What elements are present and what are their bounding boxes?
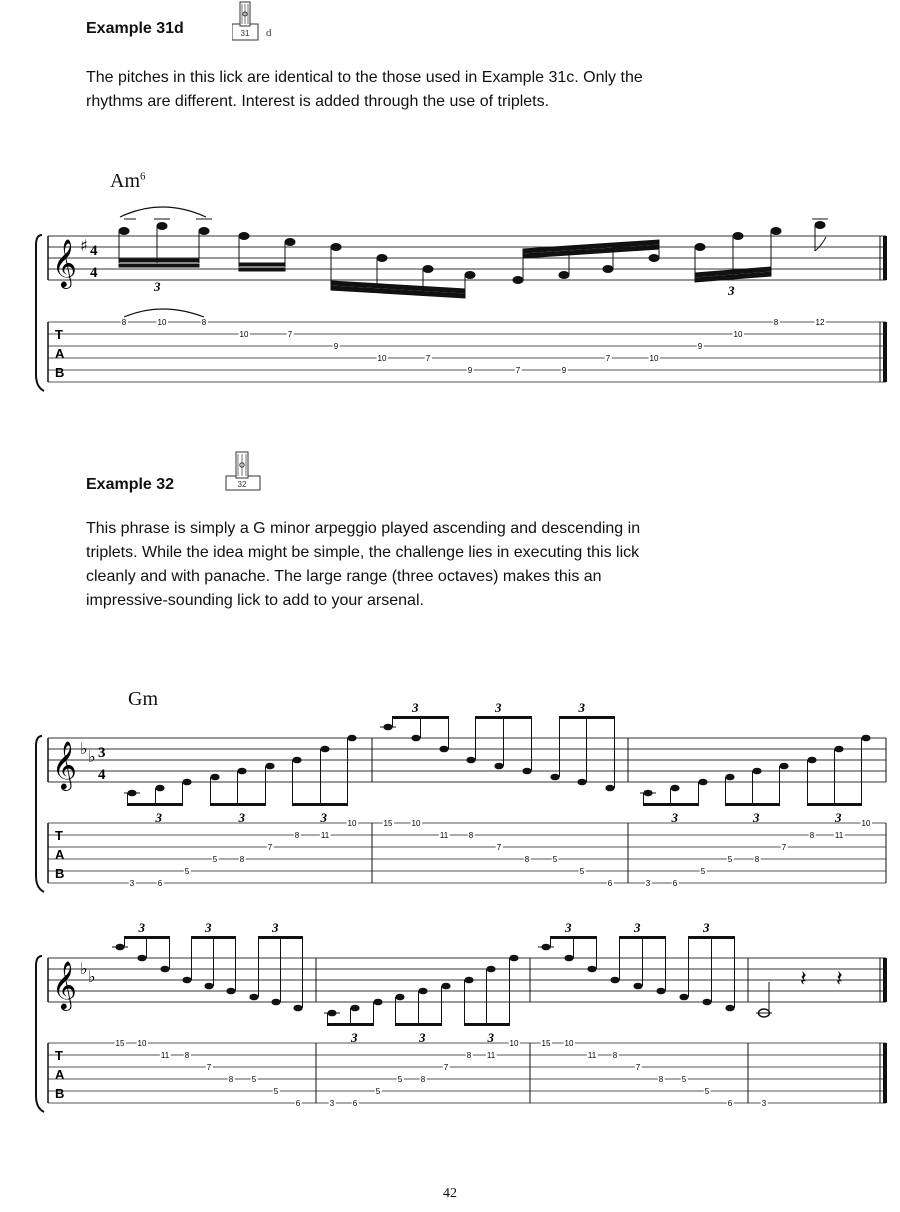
tab-fret-numbers — [115, 1039, 768, 1108]
tab-fret-number: 5 — [704, 1087, 710, 1096]
tab-fret-number: 6 — [727, 1099, 733, 1108]
tab-fret-number: 7 — [443, 1063, 449, 1072]
tab-fret-number: 6 — [607, 879, 613, 888]
tab-fret-number: 8 — [466, 1051, 472, 1060]
triplet-mark: 3 — [272, 920, 279, 935]
key-signature-sharp: ♯ — [80, 236, 88, 255]
tab-fret-number: 8 — [121, 318, 127, 327]
tab-fret-number: 5 — [212, 855, 218, 864]
note-head — [494, 763, 503, 770]
note-head — [559, 272, 569, 279]
beam — [644, 803, 699, 806]
note-head — [725, 774, 734, 781]
tab-fret-number: 11 — [834, 831, 844, 840]
note-head — [522, 768, 531, 775]
time-signature-bottom: 4 — [98, 767, 106, 783]
note-head — [373, 999, 382, 1006]
key-signature-flat: ♭ — [80, 959, 88, 978]
tab-fret-number: 6 — [295, 1099, 301, 1108]
tab-fret-number: 5 — [184, 867, 190, 876]
tab-fret-number: 10 — [137, 1039, 147, 1048]
note-head — [733, 233, 743, 240]
example-32-system-1 — [0, 700, 900, 910]
triplet-mark: 3 — [495, 700, 502, 715]
note-head — [587, 966, 596, 973]
tab-fret-number: 10 — [861, 819, 871, 828]
tab-fret-number: 8 — [468, 831, 474, 840]
tab-fret-number: 9 — [697, 342, 703, 351]
tab-fret-number: 3 — [761, 1099, 767, 1108]
tab-fret-number: 10 — [157, 318, 167, 327]
note-head — [605, 785, 614, 792]
tab-fret-number: 7 — [515, 366, 521, 375]
note-head — [155, 785, 164, 792]
tab-fret-number: 9 — [561, 366, 567, 375]
tab-fret-number: 10 — [347, 819, 357, 828]
note-head — [204, 983, 213, 990]
note-head — [656, 988, 665, 995]
note-head — [564, 955, 573, 962]
system-bracket — [36, 956, 44, 1112]
key-signature-flat: ♭ — [88, 967, 96, 986]
tab-fret-number: 9 — [333, 342, 339, 351]
example-32-system-2 — [0, 920, 900, 1130]
example-32-description — [86, 517, 786, 613]
tab-fret-number: 8 — [201, 318, 207, 327]
triplet-mark: 3 — [578, 700, 585, 715]
description-line: triplets. While the idea might be simple, the challenge lies in executing this lick — [86, 544, 640, 561]
key-signature-flat: ♭ — [80, 739, 88, 758]
note-head — [441, 983, 450, 990]
tab-fret-number: 5 — [273, 1087, 279, 1096]
note-head — [752, 768, 761, 775]
tab-fret-number: 10 — [509, 1039, 519, 1048]
note-head — [698, 779, 707, 786]
beam — [128, 803, 183, 806]
page-number: 42 — [443, 1186, 457, 1201]
tab-fret-number: 5 — [700, 867, 706, 876]
chord-extension: 6 — [140, 170, 146, 183]
note-head — [157, 223, 167, 230]
tab-fret-number: 7 — [635, 1063, 641, 1072]
description-line: rhythms are different. Interest is added through the use of triplets. — [86, 93, 550, 110]
tab-fret-number: 10 — [377, 354, 387, 363]
tab-fret-number: 7 — [605, 354, 611, 363]
note-head — [350, 1005, 359, 1012]
note-head — [226, 988, 235, 995]
tab-fret-number: 5 — [251, 1075, 257, 1084]
note-head — [610, 977, 619, 984]
tab-fret-number: 8 — [524, 855, 530, 864]
note-head — [249, 994, 258, 1001]
beam — [119, 259, 199, 262]
note-head — [137, 955, 146, 962]
triplet-mark: 3 — [320, 810, 327, 825]
note-head — [815, 222, 825, 229]
treble-clef: 𝄞 — [52, 238, 77, 287]
tab-fret-number: 8 — [612, 1051, 618, 1060]
audio-track-number: 31 — [240, 29, 250, 38]
slur — [120, 207, 206, 217]
tab-fret-numbers — [129, 819, 872, 888]
time-signature-bottom: 4 — [90, 265, 98, 281]
triplet-mark: 3 — [835, 810, 842, 825]
tab-fret-number: 7 — [267, 843, 273, 852]
tab-fret-number: 3 — [129, 879, 135, 888]
example-31d-description — [86, 66, 786, 114]
beam — [476, 716, 532, 719]
tab-fret-number: 12 — [815, 318, 825, 327]
note-head — [411, 735, 420, 742]
tab-fret-number: 8 — [294, 831, 300, 840]
tab-clef-letter: T — [55, 1048, 63, 1063]
chord-symbol-am6 — [110, 170, 146, 193]
tab-fret-number: 7 — [287, 330, 293, 339]
triplet-mark: 3 — [205, 920, 212, 935]
beam — [560, 716, 615, 719]
tab-fret-number: 15 — [383, 819, 393, 828]
tab-fret-number: 10 — [239, 330, 249, 339]
description-line: impressive-sounding lick to add to your arsenal. — [86, 592, 424, 609]
tab-fret-number: 3 — [329, 1099, 335, 1108]
tab-fret-number: 11 — [439, 831, 449, 840]
tab-fret-number: 7 — [206, 1063, 212, 1072]
triplet-mark: 3 — [138, 920, 145, 935]
triplet-mark: 3 — [238, 810, 245, 825]
audio-track-suffix: d — [266, 27, 272, 39]
system-bracket — [36, 736, 44, 892]
time-signature-top: 4 — [90, 243, 98, 259]
triplet-mark: 3 — [703, 920, 710, 935]
tab-clef-letter: T — [55, 828, 63, 843]
beam — [192, 936, 236, 939]
beam — [551, 936, 597, 939]
tab-fret-number: 9 — [467, 366, 473, 375]
note-head — [320, 746, 329, 753]
chord-symbol-gm: Gm — [128, 688, 158, 710]
note-head — [577, 779, 586, 786]
note-head — [466, 757, 475, 764]
note-head — [395, 994, 404, 1001]
note-head — [160, 966, 169, 973]
note-head — [861, 735, 870, 742]
tab-fret-number: 10 — [733, 330, 743, 339]
note-head — [210, 774, 219, 781]
quarter-rest: 𝄽 — [836, 967, 843, 992]
tab-fret-number: 5 — [579, 867, 585, 876]
note-head — [292, 757, 301, 764]
tab-clef-letter: A — [55, 847, 65, 862]
tab-fret-number: 5 — [375, 1087, 381, 1096]
treble-clef: 𝄞 — [52, 960, 77, 1009]
note-head — [807, 757, 816, 764]
beam — [808, 803, 862, 806]
tab-fret-number: 6 — [157, 879, 163, 888]
audio-track-number: 32 — [237, 480, 247, 489]
description-line: This phrase is simply a G minor arpeggio played ascending and descending in — [86, 520, 641, 537]
note-head — [649, 255, 659, 262]
key-signature-flat: ♭ — [88, 747, 96, 766]
tab-fret-number: 10 — [564, 1039, 574, 1048]
triplet-mark: 3 — [634, 920, 641, 935]
note-head — [509, 955, 518, 962]
tab-fret-number: 7 — [781, 843, 787, 852]
note-head — [603, 266, 613, 273]
example-31d-score — [0, 205, 900, 405]
description-line: cleanly and with panache. The large range (three octaves) makes this an — [86, 568, 602, 585]
treble-clef: 𝄞 — [52, 740, 77, 789]
note-head — [377, 255, 387, 262]
beam — [239, 268, 285, 271]
triplet-mark: 3 — [487, 1030, 494, 1045]
tab-fret-number: 8 — [658, 1075, 664, 1084]
note-flag — [815, 237, 826, 251]
note-head — [771, 228, 781, 235]
note-head — [633, 983, 642, 990]
tab-fret-number: 10 — [649, 354, 659, 363]
beam — [689, 936, 735, 939]
beam — [726, 803, 780, 806]
note-head — [679, 994, 688, 1001]
note-groups — [112, 920, 735, 1045]
triplet-mark: 3 — [154, 279, 161, 294]
triplet-mark: 3 — [419, 1030, 426, 1045]
triplet-mark: 3 — [565, 920, 572, 935]
triplet-mark: 3 — [753, 810, 760, 825]
tab-fret-number: 5 — [681, 1075, 687, 1084]
note-head — [486, 966, 495, 973]
beam — [393, 716, 449, 719]
example-32-title: Example 32 — [86, 476, 175, 493]
beam — [465, 1023, 510, 1026]
note-head — [779, 763, 788, 770]
triplet-mark: 3 — [351, 1030, 358, 1045]
note-head — [550, 774, 559, 781]
note-head — [239, 233, 249, 240]
note-head — [347, 735, 356, 742]
note-head — [695, 244, 705, 251]
tab-fret-number: 11 — [587, 1051, 597, 1060]
tab-fret-number: 11 — [160, 1051, 170, 1060]
chord-name: Am — [110, 170, 140, 192]
tab-clef-letter: A — [55, 1067, 65, 1082]
note-head — [670, 785, 679, 792]
note-head — [237, 768, 246, 775]
tab-fret-number: 8 — [420, 1075, 426, 1084]
time-signature-top: 3 — [98, 745, 106, 761]
tab-fret-number: 8 — [809, 831, 815, 840]
triplet-mark: 3 — [728, 283, 735, 298]
tab-fret-number: 3 — [645, 879, 651, 888]
tab-lines — [48, 823, 886, 883]
tab-fret-number: 11 — [486, 1051, 496, 1060]
tab-clef-letter: B — [55, 1086, 65, 1101]
tab-fret-number: 8 — [184, 1051, 190, 1060]
note-head — [182, 779, 191, 786]
system-bracket — [36, 235, 44, 391]
beam — [239, 263, 285, 266]
tab-fret-number: 7 — [496, 843, 502, 852]
tab-fret-number: 5 — [552, 855, 558, 864]
note-head — [439, 746, 448, 753]
note-head — [285, 239, 295, 246]
tab-fret-number: 15 — [115, 1039, 125, 1048]
tab-clef-letter: T — [55, 327, 63, 342]
note-head — [199, 228, 209, 235]
beam — [119, 264, 199, 267]
note-head — [702, 999, 711, 1006]
tab-fret-number: 5 — [727, 855, 733, 864]
note-head — [834, 746, 843, 753]
tab-fret-number: 10 — [411, 819, 421, 828]
tab-fret-number: 7 — [425, 354, 431, 363]
note-head — [423, 266, 433, 273]
tab-clef-letter: A — [55, 346, 65, 361]
beam — [259, 936, 303, 939]
tab-slur — [124, 309, 204, 317]
note-head — [725, 1005, 734, 1012]
note-head — [418, 988, 427, 995]
tab-fret-number: 8 — [228, 1075, 234, 1084]
triplet-mark: 3 — [155, 810, 162, 825]
tab-clef-letter: B — [55, 365, 65, 380]
tab-fret-number: 8 — [754, 855, 760, 864]
beam — [293, 803, 348, 806]
note-head — [119, 228, 129, 235]
tab-fret-number: 15 — [541, 1039, 551, 1048]
note-head — [331, 244, 341, 251]
note-head — [464, 977, 473, 984]
tab-fret-number: 11 — [320, 831, 330, 840]
note-head — [182, 977, 191, 984]
tab-clef-letter: B — [55, 866, 65, 881]
description-line: The pitches in this lick are identical to the those used in Example 31c. Only the — [86, 69, 643, 86]
beam — [125, 936, 170, 939]
tab-fret-number: 8 — [239, 855, 245, 864]
example-31d-title: Example 31d — [86, 20, 184, 37]
note-head — [271, 999, 280, 1006]
note-groups — [124, 700, 871, 825]
triplet-mark: 3 — [671, 810, 678, 825]
beam — [620, 936, 666, 939]
beam — [211, 803, 266, 806]
quarter-rest: 𝄽 — [800, 967, 807, 992]
note-head — [265, 763, 274, 770]
triplet-mark: 3 — [412, 700, 419, 715]
tab-fret-number: 5 — [397, 1075, 403, 1084]
note-head — [293, 1005, 302, 1012]
beam — [328, 1023, 374, 1026]
note-head — [513, 277, 523, 284]
audio-track-icon[interactable] — [232, 0, 278, 49]
tab-fret-number: 8 — [773, 318, 779, 327]
tab-fret-number: 6 — [352, 1099, 358, 1108]
tab-fret-number: 6 — [672, 879, 678, 888]
beam — [396, 1023, 442, 1026]
note-head — [465, 272, 475, 279]
audio-track-icon[interactable] — [222, 450, 262, 499]
